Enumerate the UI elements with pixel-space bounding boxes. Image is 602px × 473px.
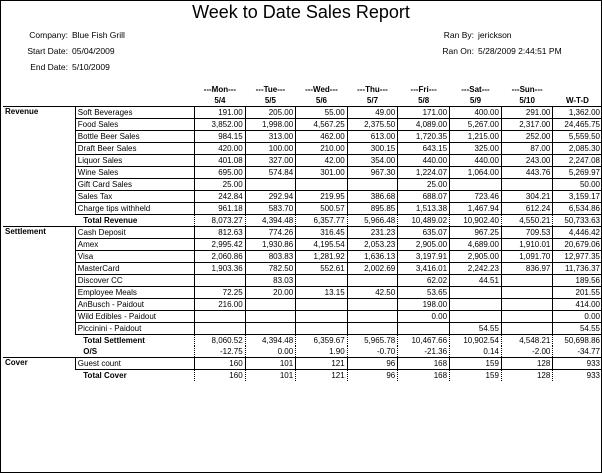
row-value: 300.15 (347, 143, 398, 155)
section-spacer (3, 370, 75, 382)
total-row (3, 215, 602, 227)
company-label: Company: (29, 30, 68, 40)
column-day-header: ---Thu--- (357, 84, 388, 94)
table-row (3, 143, 602, 155)
row-value: 54.55 (553, 323, 602, 335)
start-date-label: Start Date: (27, 46, 68, 56)
row-value: 292.94 (245, 191, 296, 203)
row-value: 50.00 (553, 179, 602, 191)
total-value: 10,902.54 (450, 335, 502, 347)
row-value: 53.65 (398, 287, 450, 299)
section-spacer (3, 299, 75, 311)
row-value (195, 323, 246, 335)
section-spacer (3, 311, 75, 323)
row-value: 327.00 (245, 155, 296, 167)
os-value: 0.14 (450, 346, 502, 358)
column-day-header: ---Tue--- (255, 84, 286, 94)
os-value: -21.36 (398, 346, 450, 358)
row-value (296, 299, 348, 311)
section-spacer (3, 251, 75, 263)
row-value: 100.00 (245, 143, 296, 155)
row-value: 96 (347, 358, 398, 370)
row-value: 984.15 (195, 131, 246, 143)
total-value: 6,359.67 (296, 335, 348, 347)
row-value: 612.24 (501, 203, 552, 215)
row-label: Wine Sales (75, 167, 194, 179)
total-value: 933 (553, 370, 602, 382)
row-value: 3,159.17 (553, 191, 602, 203)
header-day-row (3, 84, 602, 95)
section-spacer (3, 335, 75, 347)
row-value: 87.00 (501, 143, 552, 155)
row-value: 583.70 (245, 203, 296, 215)
total-value: 121 (296, 370, 348, 382)
row-value (195, 311, 246, 323)
row-value (245, 323, 296, 335)
column-date-header: 5/10 (519, 95, 535, 105)
end-date-label: End Date: (30, 62, 68, 72)
row-value (296, 179, 348, 191)
row-value: 2,317.00 (501, 119, 552, 131)
row-value: 2,247.08 (553, 155, 602, 167)
sales-table (3, 84, 602, 381)
row-label: Guest count (75, 358, 194, 370)
total-value: 8,073.27 (195, 215, 246, 227)
total-value: 160 (195, 370, 246, 382)
row-value: 191.00 (195, 107, 246, 119)
row-value (450, 287, 502, 299)
row-value: 5,559.50 (553, 131, 602, 143)
total-row (3, 370, 602, 382)
row-label: Gift Card Sales (75, 179, 194, 191)
table-row (3, 227, 602, 239)
row-value: 42.50 (347, 287, 398, 299)
row-value: 189.56 (553, 275, 602, 287)
row-value: 168 (398, 358, 450, 370)
row-value: 25.00 (195, 179, 246, 191)
row-value: 216.00 (195, 299, 246, 311)
row-value: 6,534.86 (553, 203, 602, 215)
row-label: Discover CC (75, 275, 194, 287)
column-day-header (553, 84, 602, 95)
row-value (245, 179, 296, 191)
section-label: Revenue (3, 107, 75, 119)
row-value: 252.00 (501, 131, 552, 143)
row-value: 440.00 (450, 155, 502, 167)
os-value: 0.00 (245, 346, 296, 358)
row-value: 205.00 (245, 107, 296, 119)
row-label: Food Sales (75, 119, 194, 131)
row-value (296, 311, 348, 323)
os-value: 1.90 (296, 346, 348, 358)
row-label: Soft Beverages (75, 107, 194, 119)
ran-by-value: jerickson (478, 30, 512, 40)
column-date-header: 5/4 (214, 95, 226, 105)
row-value: 54.55 (450, 323, 502, 335)
total-value: 159 (450, 370, 502, 382)
column-day-header: ---Fri--- (410, 84, 437, 94)
row-value: 440.00 (398, 155, 450, 167)
row-value (501, 299, 552, 311)
total-value: 5,965.78 (347, 335, 398, 347)
table-row (3, 299, 602, 311)
header-date-row (3, 95, 602, 107)
row-value: 1,930.86 (245, 239, 296, 251)
row-value: 304.21 (501, 191, 552, 203)
row-value: 1,720.35 (398, 131, 450, 143)
table-row (3, 251, 602, 263)
row-value: 1,903.36 (195, 263, 246, 275)
total-value: 101 (245, 370, 296, 382)
column-date-header: 5/7 (366, 95, 379, 105)
header-blank (3, 95, 75, 107)
row-label: Wild Edibles - Paidout (75, 311, 194, 323)
row-value (450, 299, 502, 311)
section-spacer (3, 119, 75, 131)
ran-on-label: Ran On: (442, 46, 474, 56)
row-value: 574.84 (245, 167, 296, 179)
row-value: 1,091.70 (501, 251, 552, 263)
row-value: 3,852.00 (195, 119, 246, 131)
column-date-header: W-T-D (565, 95, 589, 105)
row-value: 462.00 (296, 131, 348, 143)
section-spacer (3, 275, 75, 287)
row-value (245, 311, 296, 323)
table-row (3, 239, 602, 251)
section-spacer (3, 263, 75, 275)
row-label: Charge tips withheld (75, 203, 194, 215)
row-value: 201.55 (553, 287, 602, 299)
row-value (501, 323, 552, 335)
row-label: Piccinini - Paidout (75, 323, 194, 335)
row-value: 210.00 (296, 143, 348, 155)
row-value (398, 323, 450, 335)
row-value (501, 275, 552, 287)
row-value (347, 323, 398, 335)
header-blank (75, 95, 194, 107)
row-value: 4,689.00 (450, 239, 502, 251)
end-date-value: 5/10/2009 (72, 62, 110, 72)
total-value: 6,357.77 (296, 215, 348, 227)
row-value (501, 287, 552, 299)
section-label: Cover (3, 358, 75, 370)
row-value: 3,197.91 (398, 251, 450, 263)
row-value: 961.18 (195, 203, 246, 215)
row-value: 1,362.00 (553, 107, 602, 119)
column-day-header: ---Mon--- (203, 84, 237, 94)
row-value: 11,736.37 (553, 263, 602, 275)
total-label: Total Settlement (83, 335, 145, 345)
row-value (450, 311, 502, 323)
row-value: 401.08 (195, 155, 246, 167)
total-value: 8,060.52 (195, 335, 246, 347)
row-value (347, 299, 398, 311)
row-value: 836.97 (501, 263, 552, 275)
row-value (296, 323, 348, 335)
row-value: 1,215.00 (450, 131, 502, 143)
column-date-header: 5/8 (418, 95, 430, 105)
row-value: 4,446.42 (553, 227, 602, 239)
row-value: 243.00 (501, 155, 552, 167)
row-label: Sales Tax (75, 191, 194, 203)
row-value: 812.63 (195, 227, 246, 239)
row-value: 1,513.38 (398, 203, 450, 215)
row-value: 198.00 (398, 299, 450, 311)
row-value: 1,064.00 (450, 167, 502, 179)
total-value: 168 (398, 370, 450, 382)
row-value: 5,267.00 (450, 119, 502, 131)
total-value: 10,902.40 (450, 215, 502, 227)
row-value: 5,269.97 (553, 167, 602, 179)
table-row (3, 275, 602, 287)
total-value: 4,394.48 (245, 215, 296, 227)
row-value: 128 (501, 358, 552, 370)
row-value: 20.00 (245, 287, 296, 299)
row-value: 160 (195, 358, 246, 370)
row-value: 231.23 (347, 227, 398, 239)
row-value: 4,567.25 (296, 119, 348, 131)
row-value: 291.00 (501, 107, 552, 119)
total-value: 96 (347, 370, 398, 382)
column-day-header: ---Sat--- (461, 84, 490, 94)
os-value: -0.70 (347, 346, 398, 358)
ran-on-value: 5/28/2009 2:44:51 PM (478, 46, 562, 56)
row-value: 803.83 (245, 251, 296, 263)
row-label: Employee Meals (75, 287, 194, 299)
row-value: 20,679.06 (553, 239, 602, 251)
row-value: 443.76 (501, 167, 552, 179)
total-row (3, 335, 602, 347)
os-value: -2.00 (501, 346, 552, 358)
total-value: 10,467.66 (398, 335, 450, 347)
table-row (3, 155, 602, 167)
row-value: 1,281.92 (296, 251, 348, 263)
section-spacer (3, 179, 75, 191)
row-value: 635.07 (398, 227, 450, 239)
table-row (3, 323, 602, 335)
meta-left (6, 27, 125, 75)
row-value: 25.00 (398, 179, 450, 191)
row-value: 695.00 (195, 167, 246, 179)
row-value (501, 311, 552, 323)
section-spacer (3, 346, 75, 358)
total-label: Total Revenue (83, 215, 138, 225)
row-value: 354.00 (347, 155, 398, 167)
row-value: 967.25 (450, 227, 502, 239)
row-label: Cash Deposit (75, 227, 194, 239)
total-value: 50,733.63 (553, 215, 602, 227)
row-value: 316.45 (296, 227, 348, 239)
row-value: 49.00 (347, 107, 398, 119)
row-value: 613.00 (347, 131, 398, 143)
section-spacer (3, 155, 75, 167)
row-value: 500.57 (296, 203, 348, 215)
row-value: 643.15 (398, 143, 450, 155)
ran-by-label: Ran By: (443, 30, 474, 40)
os-label: O/S (83, 346, 98, 356)
row-value: 688.07 (398, 191, 450, 203)
row-value: 2,053.23 (347, 239, 398, 251)
column-date-header: 5/5 (264, 95, 276, 105)
table-row (3, 203, 602, 215)
row-value: 1,910.01 (501, 239, 552, 251)
row-value: 782.50 (245, 263, 296, 275)
row-value (296, 275, 348, 287)
row-value: 1,998.00 (245, 119, 296, 131)
row-value: 44.51 (450, 275, 502, 287)
section-spacer (3, 287, 75, 299)
section-spacer (3, 323, 75, 335)
total-value: 128 (501, 370, 552, 382)
header-blank (75, 84, 194, 95)
row-value: 13.15 (296, 287, 348, 299)
row-value: 219.95 (296, 191, 348, 203)
row-value: 386.68 (347, 191, 398, 203)
row-label: Amex (75, 239, 194, 251)
section-spacer (3, 215, 75, 227)
row-value: 1,636.13 (347, 251, 398, 263)
row-value (347, 275, 398, 287)
table-row (3, 191, 602, 203)
column-date-header: 5/6 (315, 95, 327, 105)
table-row (3, 263, 602, 275)
header-blank (3, 84, 75, 95)
total-value: 4,548.21 (501, 335, 552, 347)
row-value: 2,085.30 (553, 143, 602, 155)
row-value (245, 299, 296, 311)
row-value: 4,195.54 (296, 239, 348, 251)
row-value: 400.00 (450, 107, 502, 119)
os-row (3, 346, 602, 358)
column-day-header: ---Sun--- (511, 84, 543, 94)
row-value: 159 (450, 358, 502, 370)
row-value: 420.00 (195, 143, 246, 155)
row-value: 121 (296, 358, 348, 370)
section-spacer (3, 191, 75, 203)
row-value: 101 (245, 358, 296, 370)
row-value: 2,060.86 (195, 251, 246, 263)
row-label: MasterCard (75, 263, 194, 275)
table-row (3, 107, 602, 119)
row-label: Bottle Beer Sales (75, 131, 194, 143)
row-value (347, 311, 398, 323)
row-value: 55.00 (296, 107, 348, 119)
total-value: 50,698.86 (553, 335, 602, 347)
company-value: Blue Fish Grill (72, 30, 125, 40)
row-value: 72.25 (195, 287, 246, 299)
row-value: 2,242.23 (450, 263, 502, 275)
row-value (347, 179, 398, 191)
section-spacer (3, 167, 75, 179)
table-row (3, 167, 602, 179)
row-value: 24,465.75 (553, 119, 602, 131)
row-value: 301.00 (296, 167, 348, 179)
row-value: 2,905.00 (450, 251, 502, 263)
os-value: -12.75 (195, 346, 246, 358)
row-value: 2,995.42 (195, 239, 246, 251)
row-value: 242.84 (195, 191, 246, 203)
row-value: 1,467.94 (450, 203, 502, 215)
row-value: 62.02 (398, 275, 450, 287)
row-value: 895.85 (347, 203, 398, 215)
column-day-header: ---Wed--- (305, 84, 338, 94)
row-value (501, 179, 552, 191)
total-label: Total Cover (83, 370, 127, 380)
row-value: 1,224.07 (398, 167, 450, 179)
row-value: 933 (553, 358, 602, 370)
row-value: 552.61 (296, 263, 348, 275)
os-value: -34.77 (553, 346, 602, 358)
section-spacer (3, 143, 75, 155)
row-label: Draft Beer Sales (75, 143, 194, 155)
row-value (450, 179, 502, 191)
row-label: Liquor Sales (75, 155, 194, 167)
row-value: 2,375.50 (347, 119, 398, 131)
total-value: 10,489.02 (398, 215, 450, 227)
table-row (3, 287, 602, 299)
report-title: Week to Date Sales Report (192, 2, 410, 22)
row-value: 709.53 (501, 227, 552, 239)
row-value: 414.00 (553, 299, 602, 311)
row-value: 4,089.00 (398, 119, 450, 131)
row-value: 313.00 (245, 131, 296, 143)
row-value: 2,002.69 (347, 263, 398, 275)
section-spacer (3, 131, 75, 143)
row-value: 42.00 (296, 155, 348, 167)
table-row (3, 311, 602, 323)
column-date-header: 5/9 (469, 95, 482, 105)
table-row (3, 131, 602, 143)
row-value (195, 275, 246, 287)
row-value: 171.00 (398, 107, 450, 119)
row-value: 0.00 (398, 311, 450, 323)
row-value: 723.46 (450, 191, 502, 203)
section-label: Settlement (3, 227, 75, 239)
table-row (3, 179, 602, 191)
row-value: 2,905.00 (398, 239, 450, 251)
section-spacer (3, 203, 75, 215)
total-value: 4,550.21 (501, 215, 552, 227)
row-value: 967.30 (347, 167, 398, 179)
row-value: 0.00 (553, 311, 602, 323)
table-row (3, 119, 602, 131)
row-value: 774.26 (245, 227, 296, 239)
total-value: 5,966.48 (347, 215, 398, 227)
row-value: 83.03 (245, 275, 296, 287)
row-value: 3,416.01 (398, 263, 450, 275)
table-row (3, 358, 602, 370)
meta-right (436, 27, 562, 59)
start-date-value: 05/04/2009 (72, 46, 115, 56)
row-value: 12,977.35 (553, 251, 602, 263)
row-label: Visa (75, 251, 194, 263)
section-spacer (3, 239, 75, 251)
total-value: 4,394.48 (245, 335, 296, 347)
row-value: 325.00 (450, 143, 502, 155)
row-label: AnBusch - Paidout (75, 299, 194, 311)
